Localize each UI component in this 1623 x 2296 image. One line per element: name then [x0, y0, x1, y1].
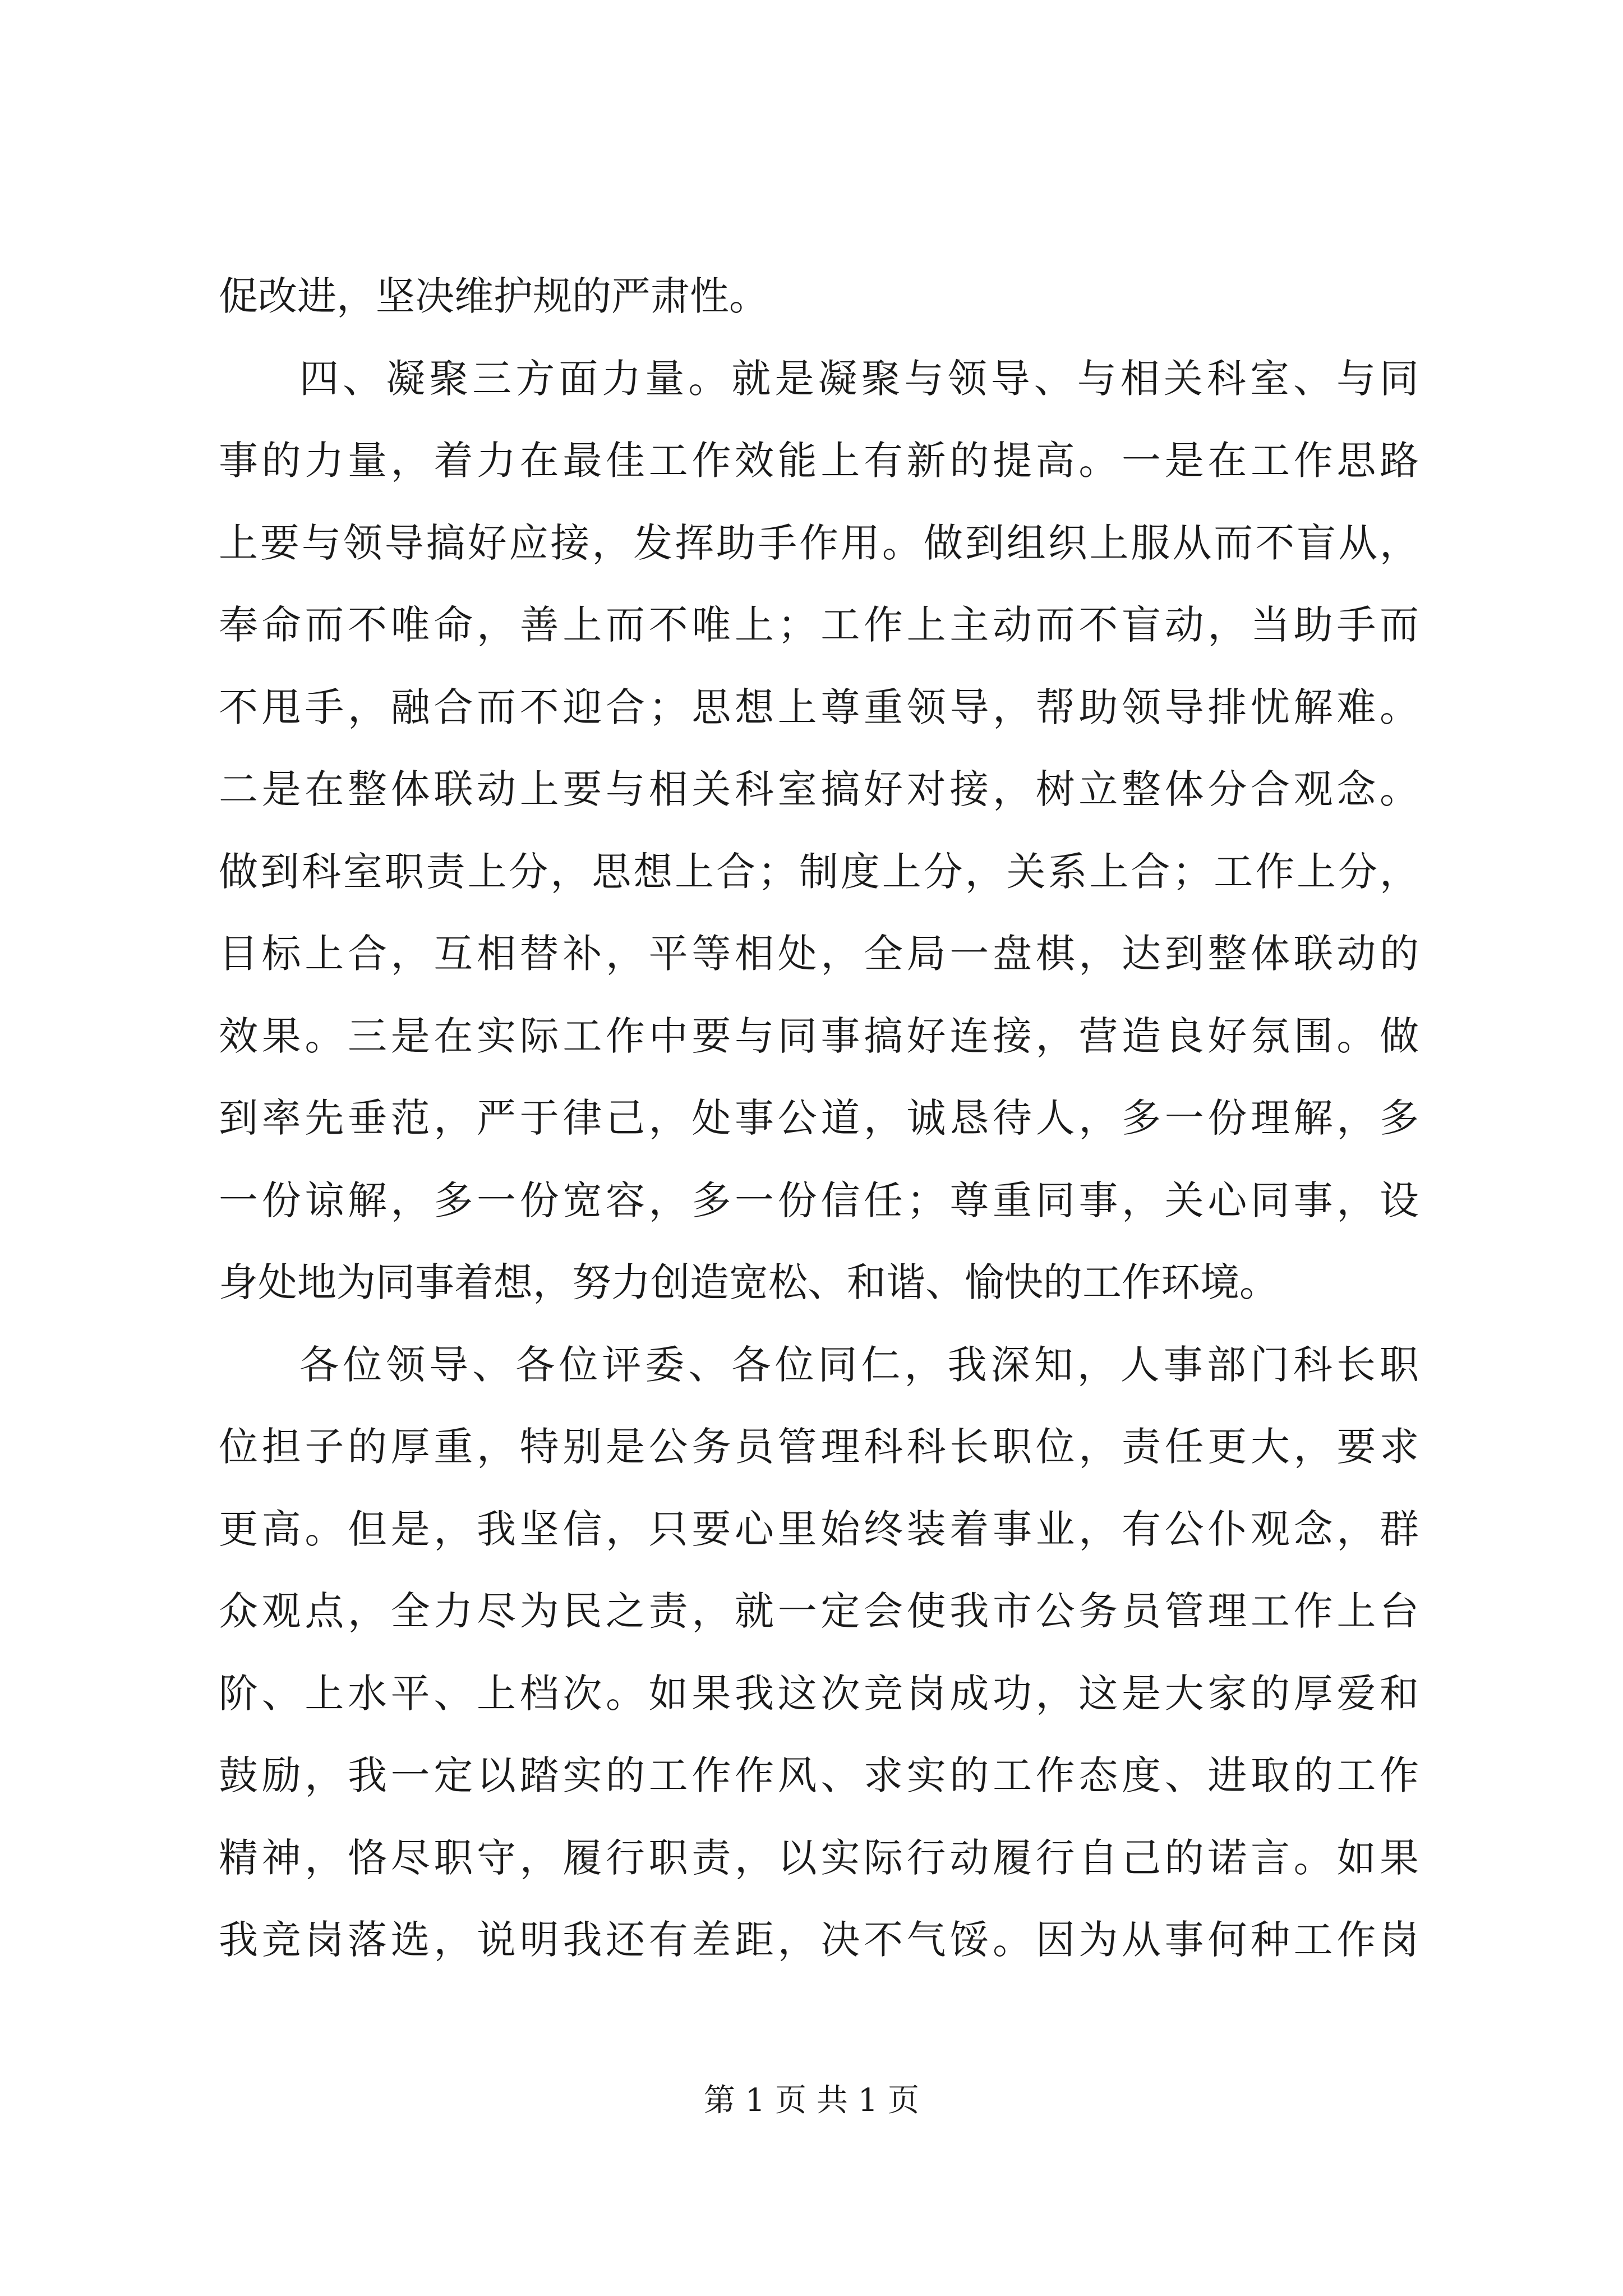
text-line: 到率先垂范，严于律己，处事公道，诚恳待人，多一份理解，多 [219, 1095, 1419, 1141]
document-body [219, 255, 1419, 1981]
text-line: 阶、上水平、上档次。如果我这次竞岗成功，这是大家的厚爱和 [219, 1670, 1419, 1717]
text-line: 身处地为同事着想，努力创造宽松、和谐、愉快的工作环境。 [219, 1259, 1279, 1305]
page-footer [0, 2076, 1623, 2120]
text-line: 做到科室职责上分，思想上合；制度上分，关系上合；工作上分， [219, 848, 1419, 895]
text-line: 位担子的厚重，特别是公务员管理科科长职位，责任更大，要求 [219, 1424, 1419, 1470]
text-line: 上要与领导搞好应接，发挥助手作用。做到组织上服从而不盲从， [219, 519, 1419, 566]
text-line: 一份谅解，多一份宽容，多一份信任；尊重同事，关心同事，设 [219, 1177, 1419, 1223]
text-line: 事的力量，着力在最佳工作效能上有新的提高。一是在工作思路 [219, 438, 1419, 484]
text-line: 效果。三是在实际工作中要与同事搞好连接，营造良好氛围。做 [219, 1013, 1419, 1059]
paragraph-first-line: 四、凝聚三方面力量。就是凝聚与领导、与相关科室、与同 [299, 355, 1419, 402]
text-line: 目标上合，互相替补，平等相处，全局一盘棋，达到整体联动的 [219, 931, 1419, 977]
text-line: 不甩手，融合而不迎合；思想上尊重领导，帮助领导排忧解难。 [219, 684, 1419, 730]
text-line: 我竞岗落选，说明我还有差距，决不气馁。因为从事何种工作岗 [219, 1917, 1419, 1963]
text-line: 众观点，全力尽为民之责，就一定会使我市公务员管理工作上台 [219, 1588, 1419, 1634]
text-line: 奉命而不唯命，善上而不唯上；工作上主动而不盲动，当助手而 [219, 602, 1419, 648]
paragraph-first-line: 各位领导、各位评委、各位同仁，我深知，人事部门科长职 [299, 1341, 1419, 1388]
text-line: 更高。但是，我坚信，只要心里始终装着事业，有公仆观念，群 [219, 1506, 1419, 1552]
text-line: 精神，恪尽职守，履行职责，以实际行动履行自己的诺言。如果 [219, 1834, 1419, 1881]
text-line: 二是在整体联动上要与相关科室搞好对接，树立整体分合观念。 [219, 766, 1419, 812]
text-line: 鼓励，我一定以踏实的工作作风、求实的工作态度、进取的工作 [219, 1752, 1419, 1798]
text-line: 促改进，坚决维护规的严肃性。 [219, 273, 768, 319]
page-number: 第 1 页 共 1 页 [703, 2082, 920, 2119]
